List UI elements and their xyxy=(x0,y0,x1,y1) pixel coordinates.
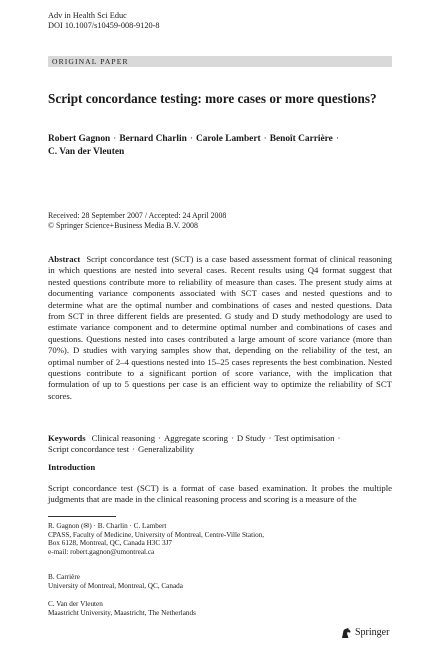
author: Robert Gagnon xyxy=(48,134,111,144)
affiliation-names: B. Carrière xyxy=(48,573,80,581)
journal-name: Adv in Health Sci Educ xyxy=(48,11,127,20)
author-separator: · xyxy=(335,134,339,144)
footnote-divider xyxy=(48,516,116,517)
keyword-separator: · xyxy=(132,444,135,455)
publisher-name: Springer xyxy=(355,627,390,638)
affiliation xyxy=(48,600,392,617)
affiliation xyxy=(48,522,392,556)
article-type-banner: ORIGINAL PAPER xyxy=(48,56,392,67)
author-list xyxy=(48,133,393,159)
section-heading-introduction: Introduction xyxy=(48,462,96,472)
publication-dates xyxy=(48,211,226,231)
publisher-logo xyxy=(340,627,389,639)
journal-doi: DOI 10.1007/s10459-008-9120-8 xyxy=(48,21,160,30)
affiliation-names: C. Van der Vleuten xyxy=(48,600,103,608)
introduction-text: Script concordance test (SCT) is a format of case based examination. It probes the multiple judgments that are made in the clinical reasoning process and scoring is a measure of the xyxy=(48,483,392,505)
keyword: Clinical reasoning xyxy=(91,433,156,443)
affiliation xyxy=(48,573,392,590)
affiliation-line: Box 6128, Montreal, QC, Canada H3C 3J7 xyxy=(48,539,172,548)
keyword: Aggregate scoring xyxy=(164,433,228,443)
keyword: Test optimisation xyxy=(274,433,335,443)
affiliation-email: e-mail: robert.gagnon@umontreal.ca xyxy=(48,547,155,556)
springer-horse-icon xyxy=(340,627,352,639)
affiliation-line: CPASS, Faculty of Medicine, University of Montreal, Centre-Ville Station, xyxy=(48,530,265,539)
copyright: © Springer Science+Business Media B.V. 2008 xyxy=(48,221,198,230)
keywords-label: Keywords xyxy=(48,433,86,443)
paper-title: Script concordance testing: more cases or more questions? xyxy=(48,91,377,106)
author: Benoît Carrière xyxy=(269,134,333,144)
affiliation-line: Maastricht University, Maastricht, The Netherlands xyxy=(48,608,196,617)
received-accepted: Received: 28 September 2007 / Accepted: 24 April 2008 xyxy=(48,211,227,220)
author-separator: · xyxy=(113,134,117,144)
affiliation-names: R. Gagnon (✉) · B. Charlin · C. Lambert xyxy=(48,522,167,530)
keyword-separator: · xyxy=(337,433,341,443)
keyword: Script concordance test xyxy=(48,444,130,455)
abstract-text: Script concordance test (SCT) is a case based assessment format of clinical reasoning in which questions are nested into several cases. Recent results using Q4 format suggest that nested questions contribute more to reliability of measure than cases. The present study aims at documenting variance components associated with SCT cases and nested questions and to determine what are the optimal number and combinations of cases and nested questions. Data from SCT in three different fields are presented. G study and D study methodology are used to estimate variance component and to determine optimal number and combinations of cases and questions. Questions nested into cases contributed a large amount of score variance (more than 70%). D studies with varying samples show that, depending on the reliability of the test, an optimal number of 2–4 questions nested into 15–25 cases represents the best combination. Nested questions contribute to a significant portion of score variance, with the implication that formulation of up to 5 questions per case is an efficient way to optimize the reliability of SCT scores. xyxy=(48,254,392,401)
author-separator: · xyxy=(189,134,193,144)
author: Carole Lambert xyxy=(195,134,261,144)
keyword: Generalizability xyxy=(137,444,194,455)
author-separator: · xyxy=(263,134,267,144)
journal-header xyxy=(48,11,160,31)
keyword-separator: · xyxy=(268,433,272,443)
author: Bernard Charlin xyxy=(119,134,187,144)
keyword-separator: · xyxy=(230,433,234,443)
abstract-label: Abstract xyxy=(48,254,81,264)
abstract xyxy=(48,254,392,402)
keywords xyxy=(48,433,392,456)
keyword-separator: · xyxy=(158,433,162,443)
author: C. Van der Vleuten xyxy=(48,147,125,157)
keyword: D Study xyxy=(236,433,266,443)
affiliation-line: University of Montreal, Montreal, QC, Canada xyxy=(48,581,183,590)
